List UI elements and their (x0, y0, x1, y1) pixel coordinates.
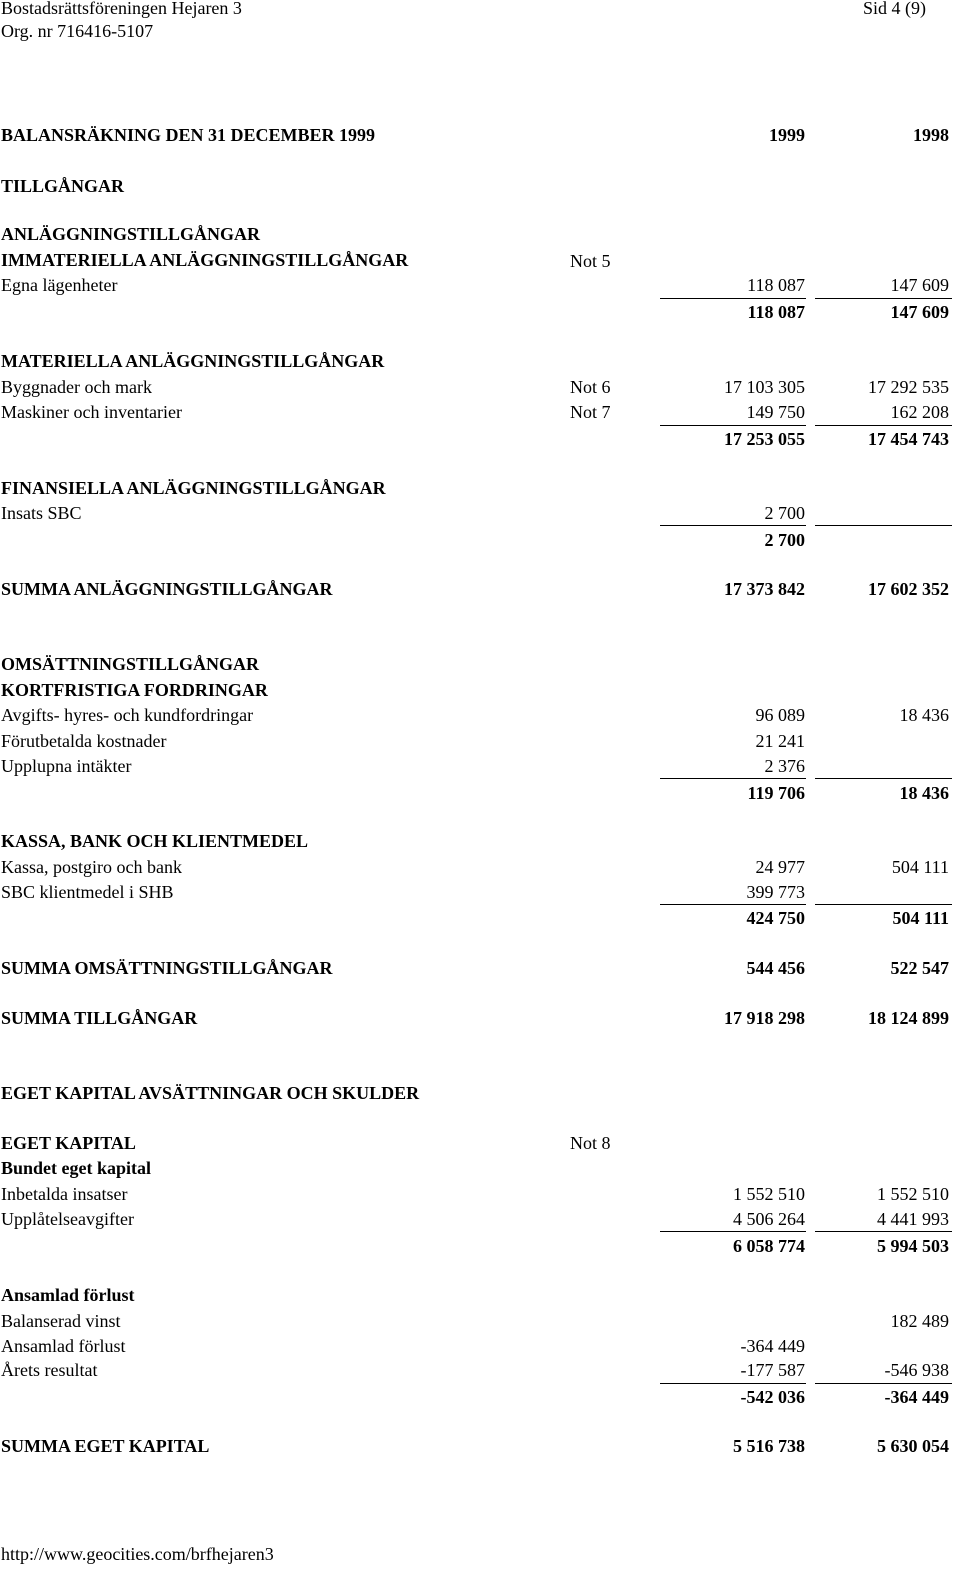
sum-rule (815, 425, 952, 426)
subtotal-1999: 17 253 055 (724, 429, 805, 449)
page-title: BALANSRÄKNING DEN 31 DECEMBER 1999 (1, 125, 376, 145)
kassa-heading: KASSA, BANK OCH KLIENTMEDEL (1, 831, 309, 851)
total-1998: 522 547 (890, 958, 949, 978)
row-label: Årets resultat (1, 1360, 98, 1380)
row-value-1999: 399 773 (746, 882, 805, 902)
row-value-1998: 182 489 (890, 1311, 949, 1331)
subtotal-1999: 119 706 (747, 783, 805, 803)
note-ref: Not 8 (570, 1133, 611, 1153)
row-value-1999: 149 750 (746, 402, 805, 422)
subtotal-1999: 424 750 (746, 908, 805, 928)
note-ref: Not 7 (570, 402, 611, 422)
row-value-1998: 1 552 510 (877, 1184, 949, 1204)
sum-rule (660, 425, 806, 426)
row-value-1998: 4 441 993 (877, 1209, 949, 1229)
row-label: Balanserad vinst (1, 1311, 121, 1331)
subtotal-1998: 147 609 (890, 302, 949, 322)
footer-url[interactable]: http://www.geocities.com/brfhejaren3 (1, 1544, 274, 1564)
total-label: SUMMA EGET KAPITAL (1, 1436, 210, 1456)
sum-rule (660, 525, 806, 526)
subtotal-1999: 6 058 774 (733, 1236, 805, 1256)
row-label: Byggnader och mark (1, 377, 152, 397)
sum-rule (660, 298, 806, 299)
row-value-1999: 1 552 510 (733, 1184, 805, 1204)
subtotal-1998: -364 449 (884, 1387, 949, 1407)
materiella-heading: MATERIELLA ANLÄGGNINGSTILLGÅNGAR (1, 351, 385, 371)
row-value-1999: 118 087 (747, 275, 805, 295)
row-label: Kassa, postgiro och bank (1, 857, 182, 877)
row-value-1999: 4 506 264 (733, 1209, 805, 1229)
row-value-1999: 2 376 (764, 756, 805, 776)
row-label: Inbetalda insatser (1, 1184, 128, 1204)
sum-rule (660, 1383, 806, 1384)
row-value-1998: 147 609 (890, 275, 949, 295)
sum-rule (815, 525, 952, 526)
total-1998: 5 630 054 (877, 1436, 949, 1456)
total-1999: 5 516 738 (733, 1436, 805, 1456)
bundet-eget-kapital-heading: Bundet eget kapital (1, 1158, 152, 1178)
column-header-1998: 1998 (913, 125, 949, 145)
subtotal-1998: 17 454 743 (868, 429, 949, 449)
total-1998: 18 124 899 (868, 1008, 949, 1028)
row-value-1999: 2 700 (764, 503, 805, 523)
row-value-1998: -546 938 (884, 1360, 949, 1380)
total-label: SUMMA TILLGÅNGAR (1, 1008, 198, 1028)
sum-rule (815, 1231, 952, 1232)
ansamlad-forlust-heading: Ansamlad förlust (1, 1285, 135, 1305)
sum-rule (815, 1383, 952, 1384)
row-label: Förutbetalda kostnader (1, 731, 167, 751)
section-tillgangar: TILLGÅNGAR (1, 176, 125, 196)
row-label: Upplåtelseavgifter (1, 1209, 134, 1229)
total-1998: 17 602 352 (868, 579, 949, 599)
sum-rule (660, 1231, 806, 1232)
total-label: SUMMA OMSÄTTNINGSTILLGÅNGAR (1, 958, 333, 978)
sum-rule (815, 778, 952, 779)
row-label: Avgifts- hyres- och kundfordringar (1, 705, 254, 725)
subtotal-1998: 504 111 (892, 908, 949, 928)
row-value-1998: 17 292 535 (868, 377, 949, 397)
org-name: Bostadsrättsföreningen Hejaren 3 (1, 0, 242, 18)
section-omsattningstillgangar: OMSÄTTNINGSTILLGÅNGAR (1, 654, 260, 674)
column-header-1999: 1999 (769, 125, 805, 145)
subtotal-1999: 2 700 (764, 530, 805, 550)
row-value-1999: 21 241 (755, 731, 805, 751)
note-ref: Not 6 (570, 377, 611, 397)
subtotal-1999: -542 036 (740, 1387, 805, 1407)
row-value-1999: -177 587 (740, 1360, 805, 1380)
finansiella-heading: FINANSIELLA ANLÄGGNINGSTILLGÅNGAR (1, 478, 386, 498)
row-value-1999: -364 449 (740, 1336, 805, 1356)
row-label: Maskiner och inventarier (1, 402, 182, 422)
row-label: Egna lägenheter (1, 275, 118, 295)
total-1999: 17 373 842 (724, 579, 805, 599)
page-number: Sid 4 (9) (863, 0, 926, 18)
eget-kapital-heading: EGET KAPITAL (1, 1133, 136, 1153)
total-label: SUMMA ANLÄGGNINGSTILLGÅNGAR (1, 579, 333, 599)
row-label: SBC klientmedel i SHB (1, 882, 174, 902)
immateriella-heading: IMMATERIELLA ANLÄGGNINGSTILLGÅNGAR (1, 250, 409, 270)
sum-rule (815, 298, 952, 299)
note-ref: Not 5 (570, 251, 611, 271)
row-value-1998: 504 111 (891, 857, 949, 877)
row-label: Upplupna intäkter (1, 756, 132, 776)
subtotal-1998: 18 436 (899, 783, 949, 803)
subtotal-1999: 118 087 (747, 302, 805, 322)
section-eget-kapital-avsattningar-skulder: EGET KAPITAL AVSÄTTNINGAR OCH SKULDER (1, 1083, 420, 1103)
row-value-1999: 24 977 (755, 857, 805, 877)
row-value-1998: 162 208 (890, 402, 949, 422)
total-1999: 17 918 298 (724, 1008, 805, 1028)
org-number: Org. nr 716416-5107 (1, 21, 154, 41)
sum-rule (815, 904, 952, 905)
row-label: Ansamlad förlust (1, 1336, 126, 1356)
sum-rule (660, 778, 806, 779)
sum-rule (660, 904, 806, 905)
total-1999: 544 456 (746, 958, 805, 978)
section-anlaggningstillgangar: ANLÄGGNINGSTILLGÅNGAR (1, 224, 261, 244)
row-value-1999: 96 089 (755, 705, 805, 725)
subtotal-1998: 5 994 503 (877, 1236, 949, 1256)
row-label: Insats SBC (1, 503, 82, 523)
row-value-1998: 18 436 (899, 705, 949, 725)
row-value-1999: 17 103 305 (724, 377, 805, 397)
kortfristiga-heading: KORTFRISTIGA FORDRINGAR (1, 680, 268, 700)
